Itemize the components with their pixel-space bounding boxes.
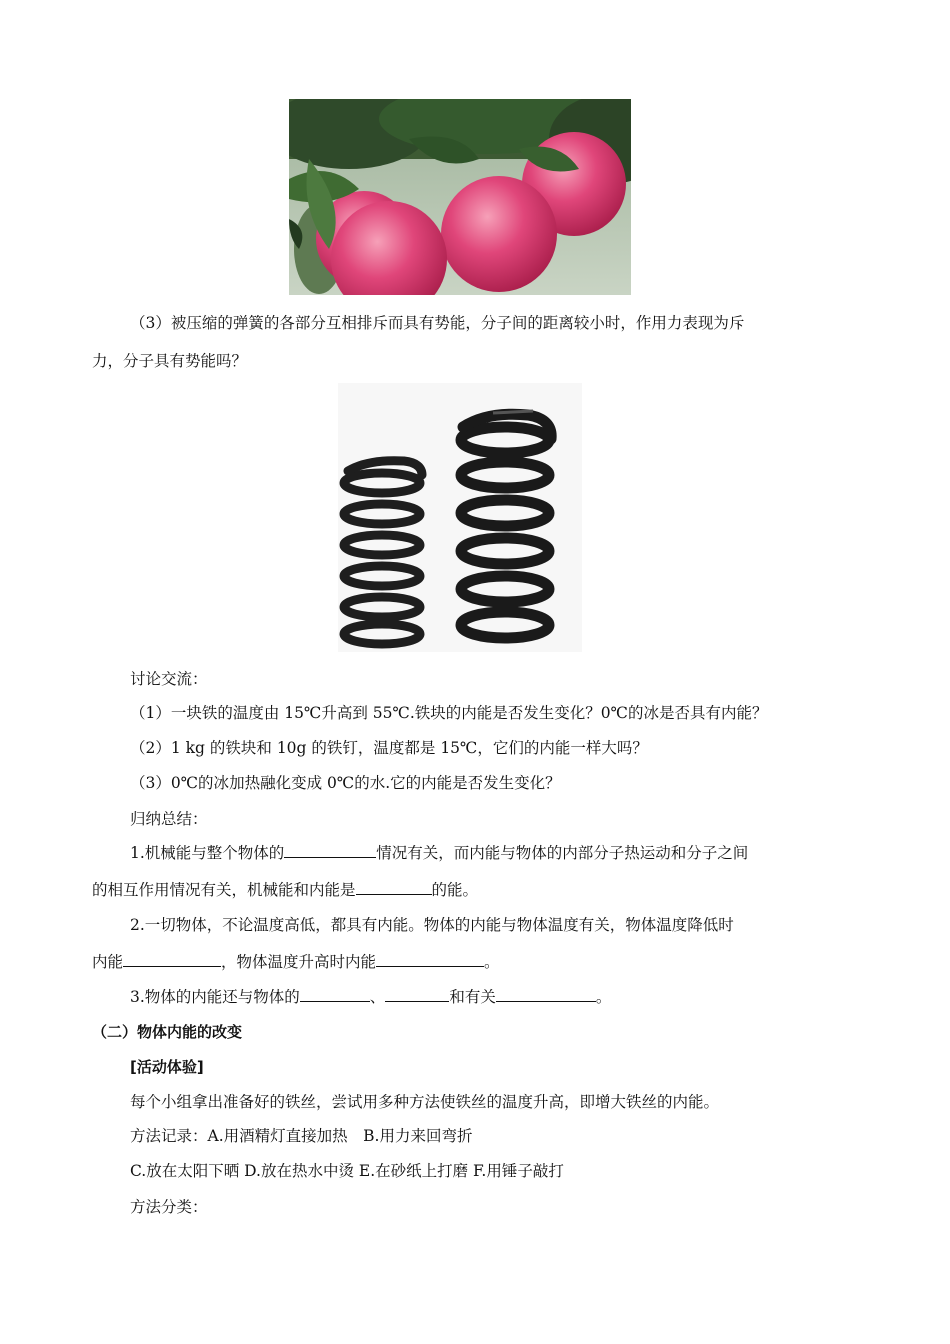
fill-blank-4[interactable] <box>376 952 484 967</box>
fill-blank-3[interactable] <box>123 952 221 967</box>
summary-1-text-b: 情况有关，而内能与物体的内部分子热运动和分子之间 <box>376 844 749 862</box>
apple-tree-image <box>289 99 631 295</box>
methods-classify: 方法分类： <box>130 1198 208 1216</box>
summary-item-2-line1: 2.一切物体，不论温度高低，都具有内能。物体的内能与物体温度有关，物体温度降低时 <box>130 916 734 934</box>
discussion-item-1: （1）一块铁的温度由 15℃升高到 55℃.铁块的内能是否发生变化？0℃的冰是否具有内能？ <box>130 704 768 722</box>
discussion-item-2: （2）1 kg 的铁块和 10g 的铁钉，温度都是 15℃，它们的内能一样大吗？ <box>130 739 648 757</box>
summary-1-text-a: 1.机械能与整个物体的 <box>130 844 285 862</box>
methods-record-line2: C.放在太阳下晒 D.放在热水中烫 E.在砂纸上打磨 F.用锤子敲打 <box>130 1162 564 1180</box>
summary-3-text-b: 、 <box>369 988 386 1006</box>
summary-item-3 <box>130 987 611 1007</box>
summary-3-text-c: 和有关 <box>449 988 496 1006</box>
summary-2-text-b: 内能 <box>92 953 124 971</box>
fill-blank-7[interactable] <box>496 987 596 1002</box>
summary-2-text-d: 。 <box>484 953 500 971</box>
fill-blank-5[interactable] <box>300 987 370 1002</box>
summary-3-text-d: 。 <box>595 988 612 1006</box>
summary-1-text-d: 的能。 <box>431 881 479 899</box>
summary-item-1-line2 <box>92 880 478 900</box>
summary-2-text-c: ，物体温度升高时内能 <box>221 953 377 971</box>
activity-intro: 每个小组拿出准备好的铁丝，尝试用多种方法使铁丝的温度升高，即增大铁丝的内能。 <box>130 1093 720 1111</box>
question-3-line2: 力，分子具有势能吗？ <box>92 352 248 370</box>
fill-blank-1[interactable] <box>284 843 376 858</box>
fill-blank-6[interactable] <box>385 987 449 1002</box>
methods-record-line1: 方法记录：A.用酒精灯直接加热 B.用力来回弯折 <box>130 1127 473 1145</box>
summary-item-1-line1 <box>130 843 748 863</box>
summary-heading: 归纳总结： <box>130 810 208 828</box>
fill-blank-2[interactable] <box>356 880 432 895</box>
discussion-item-3: （3）0℃的冰加热融化变成 0℃的水.它的内能是否发生变化？ <box>130 774 561 792</box>
section-2-title: （二）物体内能的改变 <box>92 1023 243 1041</box>
activity-heading: [活动体验] <box>130 1058 204 1076</box>
springs-photo <box>338 383 582 652</box>
summary-3-text-a: 3.物体的内能还与物体的 <box>130 988 300 1006</box>
discussion-heading: 讨论交流： <box>130 670 208 688</box>
apple-photo <box>289 99 631 295</box>
summary-item-2-line2 <box>92 952 500 972</box>
summary-1-text-c: 的相互作用情况有关，机械能和内能是 <box>92 881 356 899</box>
question-3-line1: （3）被压缩的弹簧的各部分互相排斥而具有势能，分子间的距离较小时，作用力表现为斥 <box>130 314 745 332</box>
coil-springs-image <box>338 383 582 652</box>
